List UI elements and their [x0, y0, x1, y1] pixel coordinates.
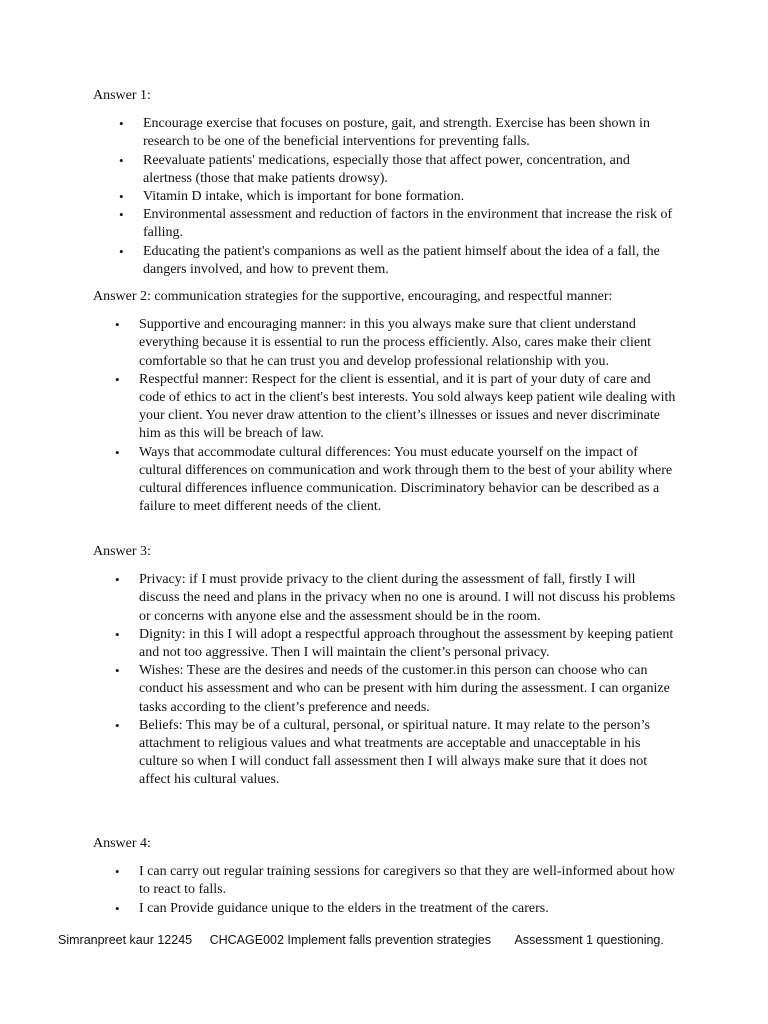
answer-3-list	[93, 571, 678, 789]
answer-1-heading: Answer 1:	[93, 88, 151, 103]
footer-assessment: Assessment 1 questioning.	[514, 933, 664, 947]
list-item: • Reevaluate patients' medications, especially those that affect power, concentration, and alertness (those that make patients drowsy).	[119, 152, 630, 186]
answer-3-section	[93, 543, 678, 790]
answer-4-list	[93, 863, 678, 918]
footer-unit: CHCAGE002 Implement falls prevention strategies	[209, 933, 491, 947]
answer-2-heading: Answer 2: communication strategies for the supportive, encouraging, and respectful manner:	[93, 289, 613, 304]
list-item: • Wishes: These are the desires and needs of the customer.in this person can choose who can conduct his assessment and who can be present with him during the assessment. I can organize tasks according to the client’s preference and needs.	[115, 663, 670, 715]
answer-2-list	[93, 316, 678, 516]
bullet-icon: •	[115, 572, 120, 588]
bullet-icon: •	[115, 371, 120, 387]
list-item: • Dignity: in this I will adopt a respectful approach throughout the assessment by keeping patient and not too aggressive. Then I will maintain the client’s personal privacy.	[115, 626, 674, 661]
answer-1-list	[93, 115, 678, 279]
bullet-icon: •	[115, 663, 120, 679]
list-item: • I can carry out regular training sessions for caregivers so that they are well-informed about how to react to falls.	[115, 864, 676, 898]
list-item: • I can Provide guidance unique to the elders in the treatment of the carers.	[93, 900, 678, 918]
list-item: • Vitamin D intake, which is important for bone formation.	[93, 188, 678, 206]
bullet-icon: •	[119, 152, 124, 168]
list-item: • Encourage exercise that focuses on posture, gait, and strength. Exercise has been shown in research to be one of the beneficial interventions for preventing falls.	[119, 116, 650, 150]
list-item: • Ways that accommodate cultural differences: You must educate yourself on the impact of cultural differences on communication and work through them to the best of your ability where cultural differences influence communication. Discriminatory behavior can be described as a failure to meet different needs of the client.	[115, 444, 673, 515]
bullet-icon: •	[115, 864, 120, 880]
bullet-icon: •	[115, 626, 120, 642]
bullet-icon: •	[115, 900, 120, 916]
bullet-icon: •	[119, 116, 124, 132]
page-footer	[58, 931, 708, 949]
answer-1-section	[93, 87, 678, 279]
bullet-icon: •	[119, 189, 124, 205]
bullet-icon: •	[119, 207, 124, 223]
list-item: • Environmental assessment and reduction of factors in the environment that increase the risk of falling.	[119, 207, 673, 241]
list-item: • Respectful manner: Respect for the client is essential, and it is part of your duty of care and code of ethics to act in the client's best interests. You sold always keep patient wile dealing with your client. You never draw attention to the client’s illnesses or issues and never discriminate him as this will be breach of law.	[115, 371, 676, 442]
list-item: • Beliefs: This may be of a cultural, personal, or spiritual nature. It may relate to the person’s attachment to religious values and what treatments are acceptable and unacceptable in his culture so when I will conduct fall assessment then I will always make sure that it does not affect his cultural values.	[115, 717, 650, 788]
answer-2-section	[93, 288, 678, 516]
bullet-icon: •	[115, 317, 120, 333]
footer-student: Simranpreet kaur 12245	[58, 933, 193, 947]
answer-4-section	[93, 835, 678, 918]
answer-4-heading: Answer 4:	[93, 836, 151, 851]
bullet-icon: •	[119, 243, 124, 259]
bullet-icon: •	[115, 717, 120, 733]
list-item: • Educating the patient's companions as well as the patient himself about the idea of a fall, the dangers involved, and how to prevent them.	[119, 243, 660, 277]
answer-3-heading: Answer 3:	[93, 544, 151, 559]
list-item: • Privacy: if I must provide privacy to the client during the assessment of fall, firstly I will discuss the need and plans in the privacy when no one is around. I will not discuss his problems or concerns with anyone else and the assessment should be in the room.	[115, 572, 676, 624]
bullet-icon: •	[115, 444, 120, 460]
list-item: • Supportive and encouraging manner: in this you always make sure that client understand everything because it is essential to run the process efficiently. Also, cares make their client comfortable so that he can trust you and develop professional relationship with you.	[115, 317, 651, 369]
